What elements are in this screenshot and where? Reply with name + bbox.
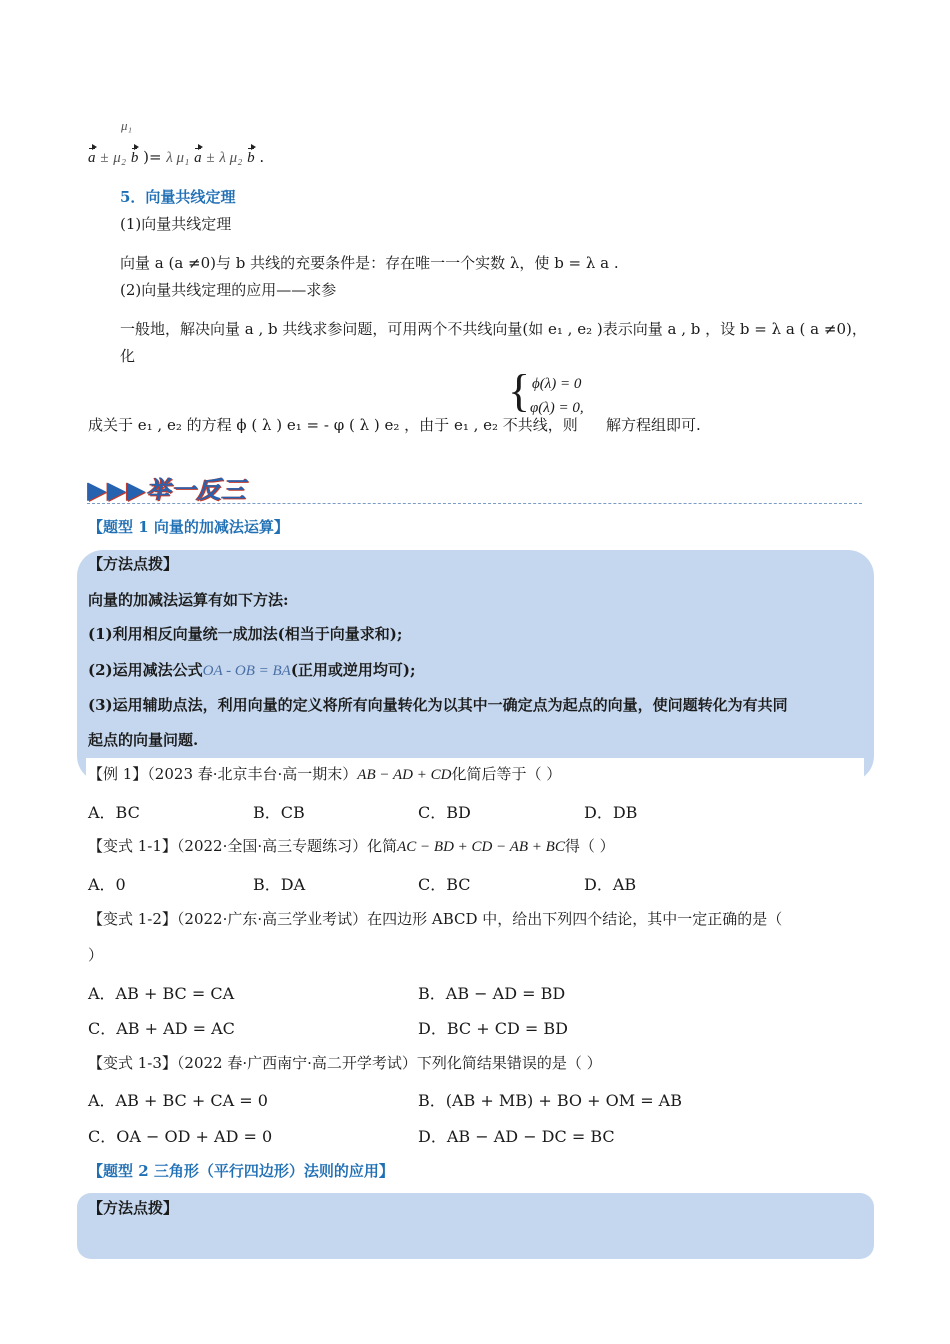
section5-title: 5．向量共线定理 [120,188,236,206]
variant11-option-d[interactable]: D．AB [584,875,637,894]
type1-title: 【题型 1 向量的加减法运算】 [88,518,289,536]
equation-brace: { [508,365,531,416]
method-line-1: (1)利用相反向量统一成加法(相当于向量求和); [88,625,403,643]
method-box-2 [77,1193,874,1259]
equation-1: ϕ(λ) = 0 [532,376,582,392]
variant12-stem-end: ） [88,946,104,964]
type2-title: 【题型 2 三角形（平行四边形）法则的应用】 [88,1162,394,1180]
example1-option-d[interactable]: D．DB [584,803,638,822]
variant12-option-d[interactable]: D．BC + CD = BD [418,1019,568,1038]
example1-option-b[interactable]: B．CB [253,803,305,822]
mu-subscript: μ₁ [121,118,133,133]
example1-option-c[interactable]: C．BD [418,803,471,822]
section5-p1: 向量 a (a ≠0)与 b 共线的充要条件是：存在唯一一个实数 λ，使 b = λ a . [120,254,619,272]
variant12-option-c[interactable]: C．AB + AD = AC [88,1019,235,1038]
method-line-0: 向量的加减法运算有如下方法: [88,591,289,609]
variant13-option-a[interactable]: A．AB + BC + CA = 0 [88,1091,268,1110]
method-title-2: 【方法点拨】 [88,1199,179,1217]
section5-p2b: 化 [120,347,136,365]
method-line-3b: 起点的向量问题. [88,731,199,749]
variant13-option-d[interactable]: D．AB − AD − DC = BC [418,1127,615,1146]
section5-p2: 一般地，解决向量 a , b 共线求参问题，可用两个不共线向量(如 e₁ , e₂ )表示向量 a , b ，设 b = λ a ( a ≠0)， [120,320,867,338]
section5-sub2: (2)向量共线定理的应用——求参 [120,281,337,299]
variant12-option-b[interactable]: B．AB − AD = BD [418,984,566,1003]
method-title-1: 【方法点拨】 [88,555,179,573]
section5-sub1: (1)向量共线定理 [120,215,232,233]
equation-2: φ(λ) = 0, [530,400,584,416]
variant12-stem: 【变式 1-2】（2022·广东·高三学业考试）在四边形 ABCD 中，给出下列四个结论，其中一定正确的是（ [88,910,783,928]
variant12-option-a[interactable]: A．AB + BC = CA [88,984,235,1003]
variant11-option-b[interactable]: B．DA [253,875,306,894]
variant11-option-a[interactable]: A．0 [88,875,126,894]
section5-p3-suffix: 解方程组即可. [606,416,701,434]
variant13-stem: 【变式 1-3】（2022 春·广西南宁·高二开学考试）下列化简结果错误的是（ ） [88,1054,602,1072]
variant13-option-b[interactable]: B．(AB + MB) + BO + OM = AB [418,1091,682,1110]
example1-option-a[interactable]: A．BC [88,803,140,822]
section5-p3-prefix: 成关于 e₁ , e₂ 的方程 ϕ ( λ ) e₁ = - φ ( λ ) e₂ ，由于 e₁ , e₂ 不共线，则 [88,416,578,434]
variant13-option-c[interactable]: C．OA − OD + AD = 0 [88,1127,273,1146]
section-banner: ▶▶▶举一反三 [88,476,247,504]
method-line-2: (2)运用减法公式OA - OB = BA(正用或逆用均可); [88,661,416,679]
banner-divider [87,503,862,504]
triangle-arrows-icon: ▶▶▶ [88,476,147,504]
formula-line: a ± μ₂ b )= λ μ₁ a ± λ μ₂ b . [88,148,265,166]
example1-stem: 【例 1】（2023 春·北京丰台·高一期末）AB − AD + CD化简后等于（ ） [88,765,562,783]
variant11-stem: 【变式 1-1】（2022·全国·高三专题练习）化简AC − BD + CD − AB + BC得（ ） [88,837,615,855]
variant11-option-c[interactable]: C．BC [418,875,471,894]
method-line-3: (3)运用辅助点法，利用向量的定义将所有向量转化为以其中一确定点为起点的向量，使问题转化为有共同 [88,696,788,714]
